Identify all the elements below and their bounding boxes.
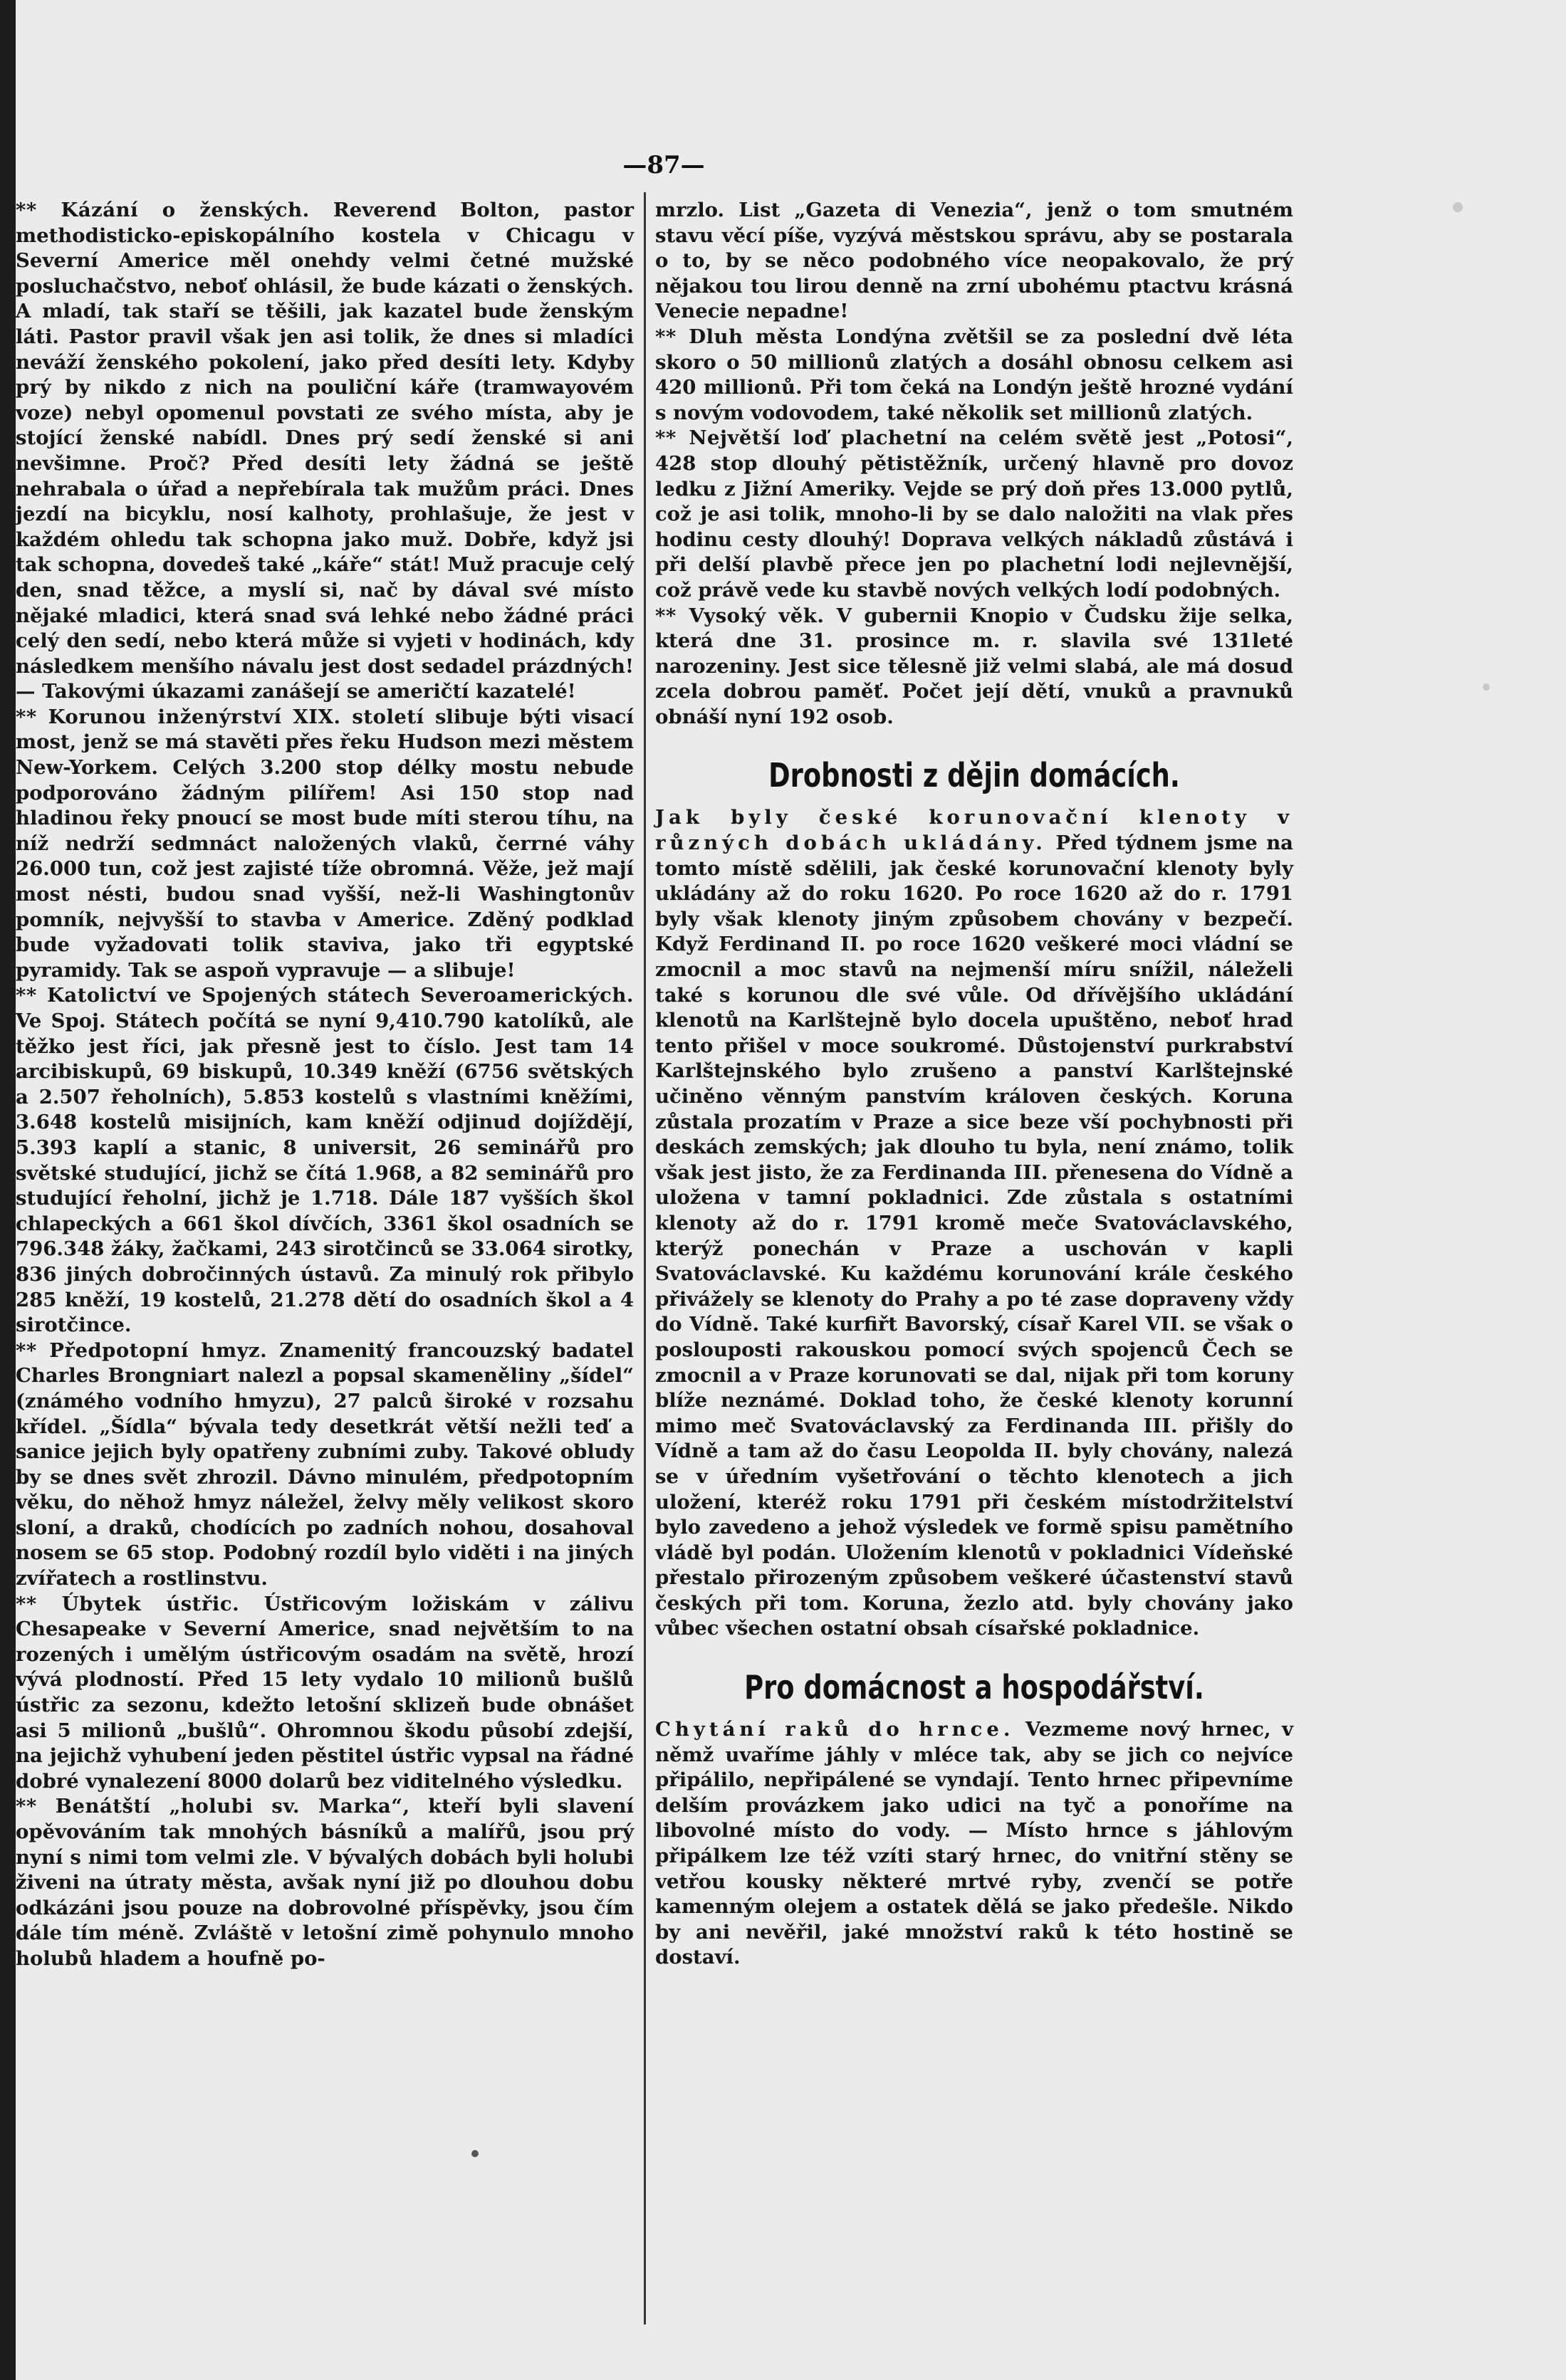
article-lod [655, 426, 1293, 603]
article-text: Ústřicovým ložiskám v zálivu Chesapeake v Severní Americe, snad největším to na rozených i umělým ústřicovým osadám na světě, hrozí vývá plodností. Před 15 lety vydalo 10 milionů bušlů ústřic za sezonu, kdežto letošní sklizeň bude obnášet asi 5 milionů „bušlů“. Ohromnou škodu působí zdejší, na jejichž vyhubení jeden pěstitel ústřic vypsal na řádné dobré vynalezení 8000 dolarů bez viditelného výsledku. [16, 1592, 634, 1793]
section-heading-domacnost: Pro domácnost a hospodářství. [744, 1668, 1204, 1707]
article-lead: ** Korunou inženýrství XIX. století [16, 705, 424, 728]
article-text: zvětšil se za poslední dvě léta skoro o 50 millionů zlatých a dosáhl obnosu celkem asi 420 millionů. Při tom čeká na Londýn ještě hrozné vydání s novým vodovodem, také několik set millionů zlatých. [655, 325, 1294, 424]
article-most [16, 705, 634, 984]
article-continuation: mrzlo. List „Gazeta di Venezia“, jenž o tom smutném stavu věcí píše, vyzývá městskou správu, aby se postarala o to, by se něco podobného více neopakovalo, že prý nějakou tou lirou denně na zrní ubohému ptactvu krásná Venecie nepadne! [655, 199, 1293, 323]
article-katolictvi [16, 983, 634, 1338]
article-lead: ** Úbytek ústřic. [16, 1592, 240, 1615]
article-lead: ** Benátští „holubi sv. Marka“, [16, 1795, 410, 1818]
paper-speck [471, 2150, 479, 2157]
right-column [655, 198, 1293, 1971]
article-lead: ** Předpotopní hmyz. [16, 1338, 268, 1362]
article-holubi [16, 1794, 634, 1971]
newspaper-page [16, 0, 1566, 2380]
column-rule [644, 192, 646, 2324]
paper-speck [1453, 202, 1463, 212]
page-edge-shadow [0, 0, 16, 2380]
paper-speck [1483, 683, 1490, 691]
article-text: Znamenitý francouzský badatel Charles Brongniart nalezl a popsal skameněliny „šídel“ (známého vodního hmyzu), 27 palců široké v rozsahu křídel. „Šídla“ bývala tedy desetkrát větší nežli teď a sanice jejich byly opatřeny zubními zuby. Takové obludy by se dnes svět zhrozil. Dávno minulém, předpotopním věku, do něhož hmyz náležel, želvy měly velikost skoro sloní, a draků, chodících po zadních nohou, dosahoval nosem se 65 stop. Podobný rozdíl bylo viděti i na jiných zvířatech a rostlinstvu. [16, 1338, 635, 1590]
page-number: —87— [622, 151, 705, 179]
article-text: kteří byli slavení opěvováním tak mnohých básníků a malířů, jsou prý nyní s nimi tom velmi zle. V bývalých dobách byli holubi živeni na útraty města, avšak nyní již po dlouhou dobu odkázáni jsou pouze na dobrovolné příspěvky, jsou čím dále tím méně. Zvláště v letošní zimě pohynulo mnoho holubů hladem a houfně po- [16, 1795, 634, 1970]
article-lead: ** Kázání o ženských. [16, 199, 310, 221]
article-vek [655, 604, 1293, 730]
left-column [16, 198, 634, 1972]
article-lead: ** Největší loď plachetní [655, 426, 948, 450]
article-text: V gubernii Knopio v Čudsku žije selka, která dne 31. prosince m. r. slavila své 131leté narozeniny. Jest sice tělesně již velmi slabá, ale má dosud zcela dobrou paměť. Počet její dětí, vnuků a pravnuků obnáší nyní 192 osob. [655, 604, 1294, 728]
article-hmyz [16, 1338, 634, 1592]
article-lead: ** Katolictví ve Spojených státech Severoamerických. [16, 984, 634, 1007]
article-lead: ** Dluh města Londýna [655, 325, 931, 348]
section-heading-drobnosti: Drobnosti z dějin domácích. [768, 756, 1180, 795]
article-lead: ** Vysoký věk. [655, 604, 825, 627]
section-text: Před týdnem jsme na tomto místě sdělili, jak české korunovační klenoty byly ukládány až do roku 1620. Po roce 1620 až do r. 1791 byly však klenoty jiným způsobem chovány v bezpečí. Když Ferdinand II. po roce 1620 veškeré moci vládní se zmocnil a moc stavů na nejmenší míru snížil, náleželi také s korunou dle své vůle. Od dřívějšího ukládání klenotů na Karlštejně bylo docela upuštěno, neboť hrad tento přišel v moce soukromé. Důstojenství purkrabství Karlštejnského bylo zrušeno a panství Karlštejnské učiněno věnným panstvím královen českých. Koruna zůstala prozatím v Praze a sice beze vší pochybnosti při deskách zemských; jak dlouho tu byla, není známo, tolik však jest jisto, že za Ferdinanda III. přenesena do Vídně a uložena v tamní pokladnici. Zde zůstala s ostatními klenoty až do r. 1791 kromě meče Svatováclavského, kterýž ponechán v Praze a uschován v kapli Svatováclavské. Ku každému korunování krále českého přivážely se klenoty do Prahy a po té zase dopraveny vždy do Vídně. Také kurfiřt Bavorský, císař Karel VII. se však o poslouposti rakouskou pomocí svých spojenců Čech se zmocnil a v Praze korunovati se dal, nijak při tom koruny blíže neznámé. Doklad toho, že české klenoty korunní mimo meč Svatováclavský za Ferdinanda III. přišly do Vídně a tam až do času Leopolda II. byly chovány, nalezá se v úředním vyšetřování o těchto klenotech a jich uložení, kteréž roku 1791 při českém místodržitelství bylo zavedeno a jehož výsledek ve formě spisu pamětního vládě byl podán. Uložením klenotů v pokladnici Vídeňské přestalo přirozeným způsobem veškeré účastenství stavů českých při tom. Koruna, žezlo atd. byly chovány jako vůbec všechen ostatní obsah císařské pokladnice. [655, 832, 1294, 1640]
article-text: slibuje býti visací most, jenž se má stavěti přes řeku Hudson mezi městem New-Yorkem. Celých 3.200 stop délky mostu nebude podporováno žádným pilířem! Asi 150 stop nad hladinou řeky pnoucí se most bude míti sterou tíhu, na níž nedrží sedmnáct naložených vlaků, čerrné váhy 26.000 tun, což jest zajisté tíže obromná. Věže, jež mají most nésti, budou snad vyšší, než-li Washingtonův pomník, nejvyšší to stavba v Americe. Zděný podklad bude vyžadovati tolik staviva, jako tři egyptské pyramidy. Tak se aspoň vypravuje — a slibuje! [16, 705, 634, 982]
article-text: Reverend Bolton, pastor methodisticko-episkopálního kostela v Chicagu v Severní Americe měl onehdy velmi četné mužské posluchačstvo, neboť ohlásil, že bude kázati o ženských. A mladí, tak staří se těšili, jak kazatel bude ženským láti. Pastor pravil však jen asi tolik, že dnes si mladíci neváží ženského pokolení, jako před desíti lety. Kdyby prý by nikdo z nich na pouliční káře (tramwayovém voze) nebyl opomenul povstati ze svého místa, aby je stojící ženské nabídl. Dnes prý sedí ženské si ani nevšimne. Proč? Před desíti lety žádná se ještě nehrabala o úřad a nepřebírala tak mužům práci. Dnes jezdí na bicyklu, nosí kalhoty, prohlašuje, že jest v každém ohledu tak schopna jako muž. Dobře, když jsi tak schopna, dovedeš také „káře“ stát! Muž pracuje celý den, snad těžce, a myslí si, nač by dával své místo nějaké mladici, která snad svá lehké nebo žádné práci celý den sedí, nebo která může si vyjeti v hodinách, kdy následkem menšího návalu jest dost sedadel prázdných! — Takovými úkazami zanášejí se američtí kazatelé! [16, 199, 635, 703]
article-text: Ve Spoj. Státech počítá se nyní 9,410.790 katolíků, ale těžko jest říci, jak přesně jest to číslo. Jest tam 14 arcibiskupů, 69 biskupů, 10.349 kněží (6756 světských a 2.507 řeholních), 5.853 kostelů s vlastními kněžími, 3.648 kostelů misijních, kam kněží odjinud dojíždějí, 5.393 kaplí a stanic, 8 universit, 26 seminářů pro světské studující, jichž se čítá 1.968, a 82 seminářů pro studující řeholní, jichž je 1.718. Dále 187 vyšších škol chlapeckých a 661 škol dívčích, 3361 škol osadních se 796.348 žáky, žačkami, 243 sirotčinců se 33.064 sirotky, 836 jiných dobročinných ústavů. Za minulý rok přibylo 285 kněží, 19 kostelů, 21.278 dětí do osadních škol a 4 sirotčince. [16, 1010, 634, 1337]
section-body-drobnosti [655, 805, 1293, 1642]
article-text: na celém světě jest „Potosi“, 428 stop dlouhý pětistěžník, určený hlavně pro dovoz ledku z Jižní Ameriky. Vejde se prý doň přes 13.000 pytlů, což je asi tolik, mnoho-li by se dalo naložiti na vlak přes hodinu cesty dlouhý! Doprava velkých nákladů zůstává i při delší plavbě přece jen po plachetní lodi nejlevnější, což právě vede ku stavbě nových velkých lodí podobných. [655, 426, 1293, 602]
section-text: Vezmeme nový hrnec, v němž uvaříme jáhly v mléce tak, aby se jich co nejvíce připálilo, nepřipálené se vyndají. Tento hrnec připevníme delším provázkem jako udici na tyč a ponoříme na libovolné místo do vody. — Místo hrnce s jáhlovým připálkem lze též vzíti starý hrnec, do vnitřní stěny se vetřou kousky některé mrtvé ryby, zvenčí se potře kamenným olejem a ostatek dělá se jako předešle. Nikdo by ani nevěřil, jaké množství raků k této hostině se dostaví. [655, 1718, 1294, 1969]
article-londyn [655, 325, 1293, 426]
section-subtitle: Chytání raků do hrnce. [655, 1718, 1015, 1741]
section-body-domacnost [655, 1717, 1293, 1971]
section-subtitle: Jak byly české korunovační klenoty v různých dobách ukládány. [655, 806, 1293, 855]
article-kazani [16, 198, 634, 705]
article-ustrice [16, 1592, 634, 1795]
